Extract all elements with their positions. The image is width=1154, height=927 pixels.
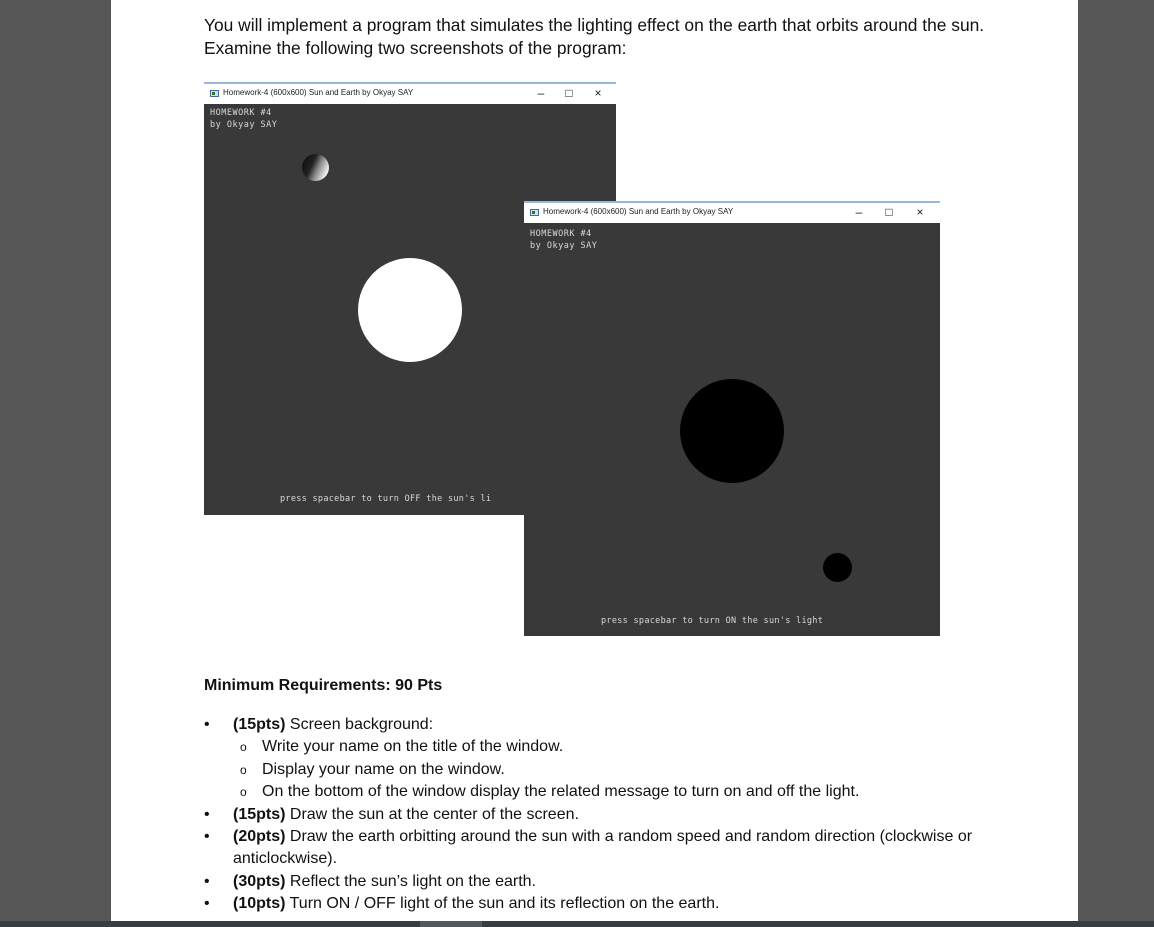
- maximize-icon: □: [885, 205, 893, 219]
- requirement-item: [204, 871, 1064, 893]
- intro-text: [204, 14, 1064, 60]
- earth: [823, 553, 852, 582]
- app-window-icon: [530, 209, 539, 216]
- app-window-icon: [210, 90, 219, 97]
- sun: [680, 379, 784, 483]
- viewer-scrollbar[interactable]: [0, 921, 1154, 927]
- window-title: Homework-4 (600x600) Sun and Earth by Okyay SAY: [543, 207, 734, 216]
- requirements-title: Minimum Requirements: 90 Pts: [204, 677, 443, 694]
- requirement-text: Draw the sun at the center of the screen.: [285, 805, 579, 823]
- window-titlebar: [204, 82, 616, 104]
- requirement-text: Reflect the sun’s light on the earth.: [285, 872, 536, 890]
- earth-lit: [302, 154, 329, 181]
- minimize-icon: –: [537, 86, 545, 100]
- requirement-points: (20pts): [233, 828, 286, 846]
- bottom-message: press spacebar to turn OFF the sun's li: [280, 494, 492, 504]
- requirement-text: Screen background:: [285, 716, 434, 733]
- heading-line-2: by Okyay SAY: [210, 120, 278, 130]
- sub-bullet-icon: o: [240, 785, 247, 800]
- close-icon: ×: [594, 86, 602, 100]
- requirement-points: (15pts): [233, 805, 286, 823]
- requirement-points: (15pts): [233, 716, 286, 733]
- requirement-item: [204, 893, 1064, 915]
- sub-bullet-icon: o: [240, 762, 247, 777]
- sub-requirement-text: Write your name on the title of the window.: [262, 738, 564, 756]
- sun: [358, 258, 462, 362]
- sub-requirement-item: [233, 736, 1064, 758]
- requirement-points: (30pts): [233, 872, 286, 890]
- maximize-icon: □: [565, 86, 573, 100]
- bullet-icon: •: [204, 805, 210, 823]
- document-page: [111, 0, 1078, 921]
- scrollbar-thumb[interactable]: [420, 921, 482, 927]
- window-title: Homework-4 (600x600) Sun and Earth by Okyay SAY: [223, 88, 414, 97]
- window-titlebar: [524, 201, 940, 223]
- intro-line-2: Examine the following two screenshots of the program:: [204, 38, 627, 58]
- bullet-icon: •: [204, 872, 210, 890]
- bullet-icon: •: [204, 716, 210, 733]
- requirement-text: Draw the earth orbitting around the sun with a random speed and random direction (clockwise or anticlockwise).: [233, 828, 973, 868]
- requirement-item: [204, 714, 1064, 804]
- sub-bullet-icon: o: [240, 740, 247, 755]
- minimize-icon: –: [855, 205, 863, 219]
- screenshot-window-2: [524, 201, 940, 636]
- requirement-text: Turn ON / OFF light of the sun and its reflection on the earth.: [285, 895, 720, 913]
- render-canvas: [524, 223, 940, 636]
- requirement-points: (10pts): [233, 895, 286, 913]
- sub-requirement-item: [233, 781, 1064, 803]
- sub-requirement-text: On the bottom of the window display the related message to turn on and off the light.: [262, 783, 860, 801]
- intro-line-1: You will implement a program that simulates the lighting effect on the earth that orbits around the sun.: [204, 15, 985, 35]
- bullet-icon: •: [204, 828, 210, 846]
- bottom-message: press spacebar to turn ON the sun's light: [601, 616, 824, 626]
- heading-line-1: HOMEWORK #4: [530, 229, 592, 239]
- heading-line-1: HOMEWORK #4: [210, 108, 272, 118]
- bullet-icon: •: [204, 895, 210, 913]
- close-icon: ×: [916, 205, 924, 219]
- sub-requirement-text: Display your name on the window.: [262, 760, 505, 778]
- requirement-item: [204, 804, 1064, 826]
- sub-requirements-list: [233, 736, 1064, 803]
- requirements-list: [204, 714, 1064, 916]
- heading-line-2: by Okyay SAY: [530, 241, 598, 251]
- requirement-item: [204, 826, 1064, 871]
- sub-requirement-item: [233, 759, 1064, 781]
